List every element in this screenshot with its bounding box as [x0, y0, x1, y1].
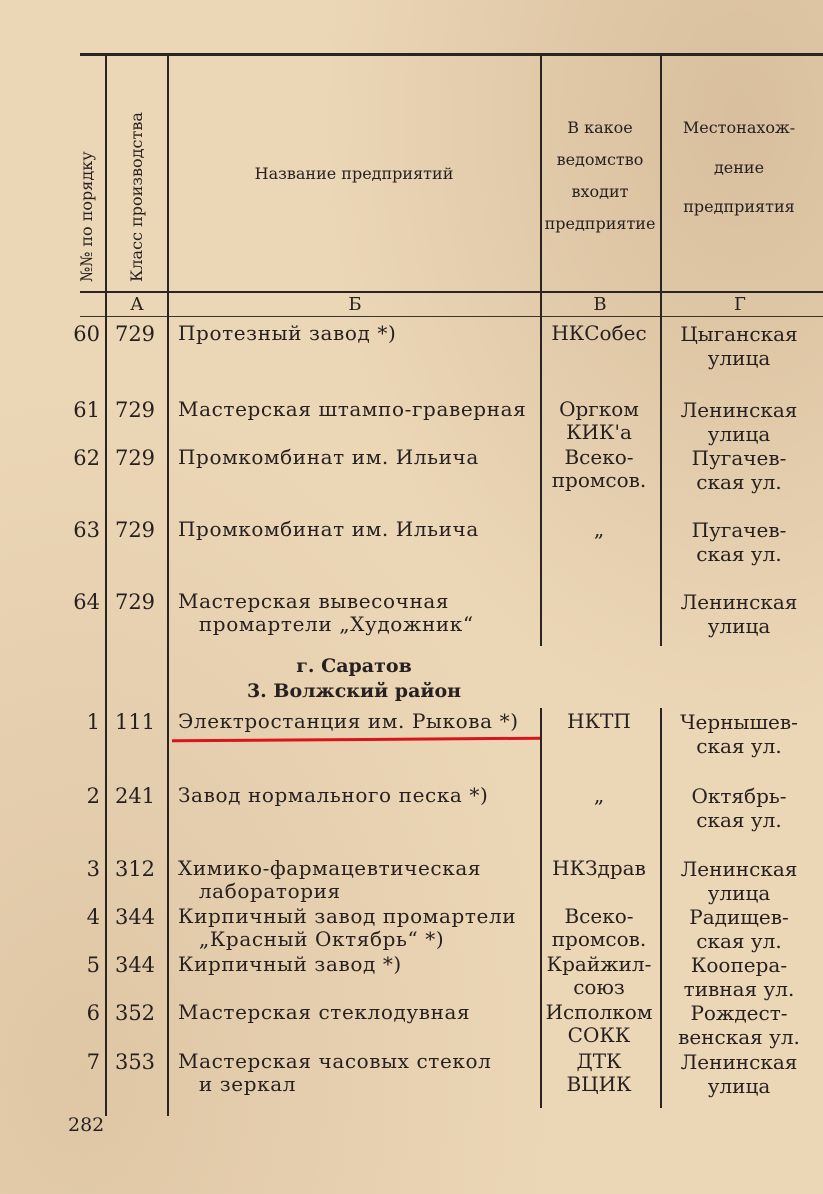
col-line-2: [167, 56, 169, 1116]
row-department: НКЗдрав: [552, 856, 646, 880]
row-class: 729: [114, 518, 156, 542]
row-department: Крайжил- союз: [546, 952, 652, 999]
row-location: Радищев- ская ул.: [689, 905, 789, 953]
col-line-1: [105, 56, 107, 1116]
row-number: 1: [86, 710, 100, 734]
row-department: НКСобес: [551, 321, 647, 345]
row-location: Чернышев- ская ул.: [680, 710, 798, 758]
row-number: 64: [73, 590, 100, 614]
row-class: 729: [114, 590, 156, 614]
row-department: „: [593, 517, 605, 541]
row-location: Рождест- венская ул.: [678, 1001, 800, 1049]
row-location: Ленинская улица: [680, 1050, 798, 1098]
row-enterprise-name: Мастерская часовых стекол и зеркал: [178, 1049, 492, 1096]
row-location: Пугачев- ская ул.: [691, 518, 787, 566]
row-number: 6: [86, 1001, 100, 1025]
row-department: „: [593, 783, 605, 807]
row-enterprise-name: Электростанция им. Рыкова *): [178, 709, 519, 733]
region-city: г. Саратов: [296, 655, 412, 677]
page-number: 282: [68, 1114, 105, 1136]
row-class: 111: [114, 710, 156, 734]
row-number: 7: [86, 1050, 100, 1074]
row-class: 352: [114, 1001, 156, 1025]
row-department: Исполком СОКК: [545, 1000, 653, 1047]
row-enterprise-name: Мастерская вывесочная промартели „Художник“: [178, 589, 474, 636]
letter-b: Б: [348, 294, 362, 315]
row-location: Пугачев- ская ул.: [691, 446, 787, 494]
row-class: 344: [114, 953, 156, 977]
row-number: 61: [73, 398, 100, 422]
row-location: Коопера- тивная ул.: [683, 953, 795, 1001]
red-underline-highlight: [172, 737, 540, 743]
row-department: Оргком КИК'а: [559, 397, 639, 444]
top-rule: [80, 53, 823, 56]
letter-g: Г: [734, 294, 746, 315]
row-number: 60: [73, 322, 100, 346]
header-dept-line: входит: [571, 182, 629, 201]
header-bottom-rule: [80, 291, 823, 293]
region-district: 3. Волжский район: [246, 680, 462, 702]
col-line-4: [660, 56, 662, 646]
header-location: [664, 112, 814, 222]
row-class: 312: [114, 857, 156, 881]
row-number: 2: [86, 784, 100, 808]
header-class: Класс производства: [127, 112, 146, 282]
row-location: Ленинская улица: [680, 590, 798, 638]
row-location: Октябрь- ская ул.: [691, 784, 787, 832]
row-department: НКТП: [567, 709, 631, 733]
row-department: Всеко- промсов.: [551, 904, 647, 951]
row-department: Всеко- промсов.: [551, 445, 647, 492]
row-location: Ленинская улица: [680, 857, 798, 905]
header-name: Название предприятий: [254, 164, 454, 183]
header-loc-line: дение: [713, 158, 765, 177]
row-location: Цыганская улица: [680, 322, 798, 370]
header-dept: [540, 112, 660, 240]
row-number: 5: [86, 953, 100, 977]
letter-a: А: [130, 294, 144, 315]
row-class: 353: [114, 1050, 156, 1074]
row-class: 729: [114, 398, 156, 422]
row-number: 62: [73, 446, 100, 470]
row-number: 3: [86, 857, 100, 881]
row-enterprise-name: Кирпичный завод промартели „Красный Октябрь“ *): [178, 904, 517, 951]
row-location: Ленинская улица: [680, 398, 798, 446]
col-line-4b: [660, 708, 662, 1108]
row-class: 729: [114, 322, 156, 346]
row-enterprise-name: Завод нормального песка *): [178, 783, 489, 807]
letters-rule: [80, 316, 823, 317]
letter-v: В: [593, 294, 607, 315]
header-number: №№ по порядку: [77, 151, 96, 282]
row-department: ДТК ВЦИК: [566, 1049, 632, 1096]
row-enterprise-name: Химико-фармацевтическая лаборатория: [178, 856, 482, 903]
row-enterprise-name: Мастерская штампо-граверная: [178, 397, 527, 421]
row-enterprise-name: Мастерская стеклодувная: [178, 1000, 471, 1024]
row-enterprise-name: Промкомбинат им. Ильича: [178, 517, 479, 541]
header-loc-line: предприятия: [683, 197, 795, 216]
row-enterprise-name: Промкомбинат им. Ильича: [178, 445, 479, 469]
header-dept-line: предприятие: [544, 214, 656, 233]
row-class: 241: [114, 784, 156, 808]
header-dept-line: ведомство: [556, 150, 644, 169]
header-loc-line: Местонахож-: [682, 118, 796, 137]
row-class: 729: [114, 446, 156, 470]
row-class: 344: [114, 905, 156, 929]
row-number: 63: [73, 518, 100, 542]
row-enterprise-name: Кирпичный завод *): [178, 952, 402, 976]
row-number: 4: [86, 905, 100, 929]
header-dept-line: В какое: [567, 118, 633, 137]
row-enterprise-name: Протезный завод *): [178, 321, 397, 345]
